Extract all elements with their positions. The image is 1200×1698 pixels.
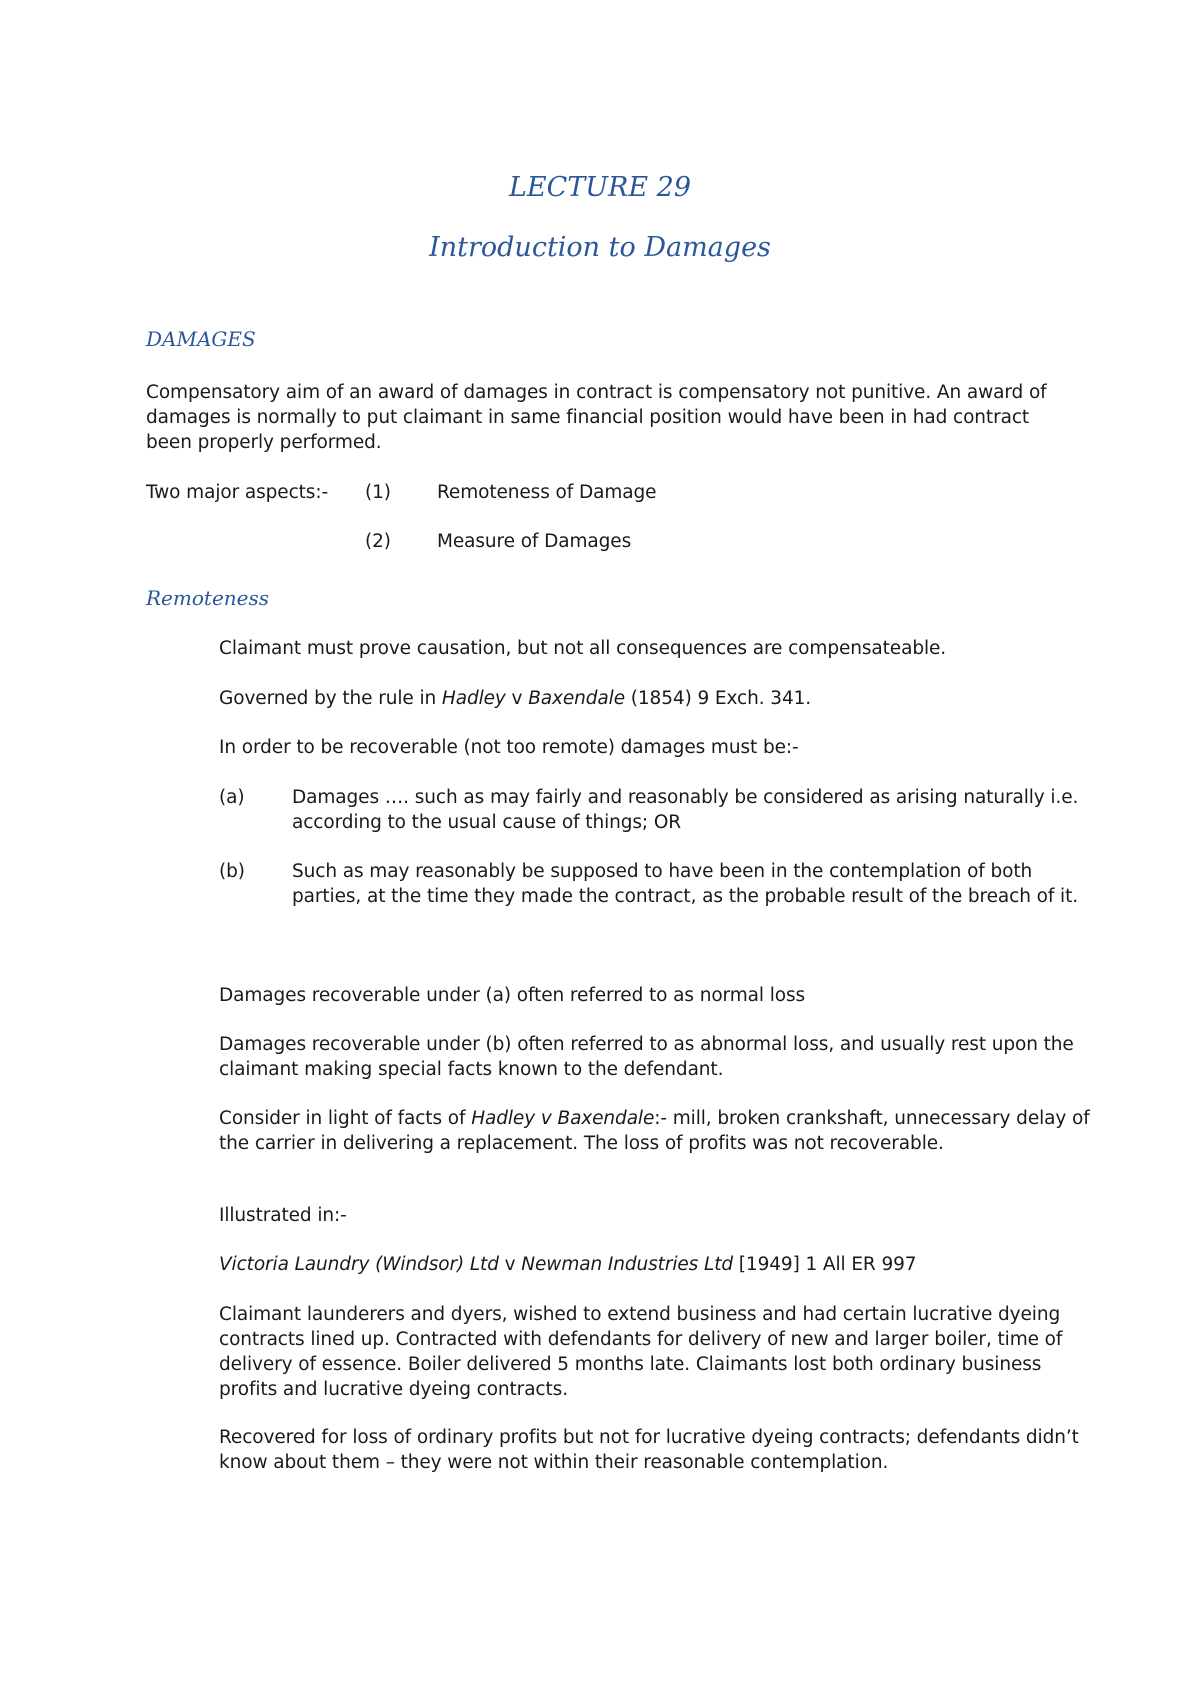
case-name: Newman Industries Ltd — [521, 1254, 733, 1275]
case-citation: Victoria Laundry (Windsor) Ltd v Newman Industries Ltd [1949] 1 All ER 997 — [219, 1254, 917, 1275]
case-name: Victoria Laundry (Windsor) Ltd — [219, 1254, 499, 1275]
case-name: Hadley v Baxendale — [471, 1108, 655, 1129]
causation-paragraph: Claimant must prove causation, but not all consequences are compensateable. — [219, 638, 947, 659]
victoria-laundry-outcome: Recovered for loss of ordinary profits but not for lucrative dyeing contracts; defendants didn’t know about them – they were not within their reasonable contemplation. — [219, 1427, 1079, 1473]
lecture-subtitle: Introduction to Damages — [429, 232, 771, 263]
list-item-text: Damages …. such as may fairly and reasonably be considered as arising naturally i.e. according to the usual cause of things; OR — [292, 787, 1079, 833]
aspect-label: Measure of Damages — [437, 531, 632, 552]
aspect-number: (1) — [365, 482, 391, 503]
normal-loss-paragraph: Damages recoverable under (a) often referred to as normal loss — [219, 985, 806, 1006]
governing-rule-paragraph: Governed by the rule in Hadley v Baxendale (1854) 9 Exch. 341. — [219, 688, 812, 709]
damages-paragraph: Compensatory aim of an award of damages in contract is compensatory not punitive. An award of damages is normally to put claimant in same financial position would have been in had contract been properly performed. — [146, 382, 1047, 453]
victoria-laundry-facts: Claimant launderers and dyers, wished to extend business and had certain lucrative dyeing contracts lined up. Contracted with defendants for delivery of new and larger boiler, time of delivery of essence. Boiler delivered 5 months late. Claimants lost both ordinary business profits and lucrative dyeing contracts. — [219, 1304, 1063, 1400]
case-name: Hadley — [441, 688, 506, 709]
aspects-intro: Two major aspects:- — [146, 482, 329, 503]
hadley-facts-paragraph: Consider in light of facts of Hadley v Baxendale:- mill, broken crankshaft, unnecessary delay of the carrier in delivering a replacement. The loss of profits was not recoverable. — [219, 1108, 1090, 1154]
list-item-label: (a) — [219, 787, 245, 808]
list-item-text: Such as may reasonably be supposed to have been in the contemplation of both parties, at the time they made the contract, as the probable result of the breach of it. — [292, 861, 1079, 907]
case-name: Baxendale — [528, 688, 625, 709]
illustrated-in: Illustrated in:- — [219, 1205, 347, 1226]
abnormal-loss-paragraph: Damages recoverable under (b) often referred to as abnormal loss, and usually rest upon the claimant making special facts known to the defendant. — [219, 1034, 1074, 1080]
recoverable-intro: In order to be recoverable (not too remote) damages must be:- — [219, 737, 799, 758]
aspect-number: (2) — [365, 531, 391, 552]
lecture-title: LECTURE 29 — [508, 172, 692, 203]
list-item-label: (b) — [219, 861, 245, 882]
damages-heading: DAMAGES — [146, 327, 256, 351]
aspect-label: Remoteness of Damage — [437, 482, 657, 503]
remoteness-heading: Remoteness — [146, 586, 270, 610]
